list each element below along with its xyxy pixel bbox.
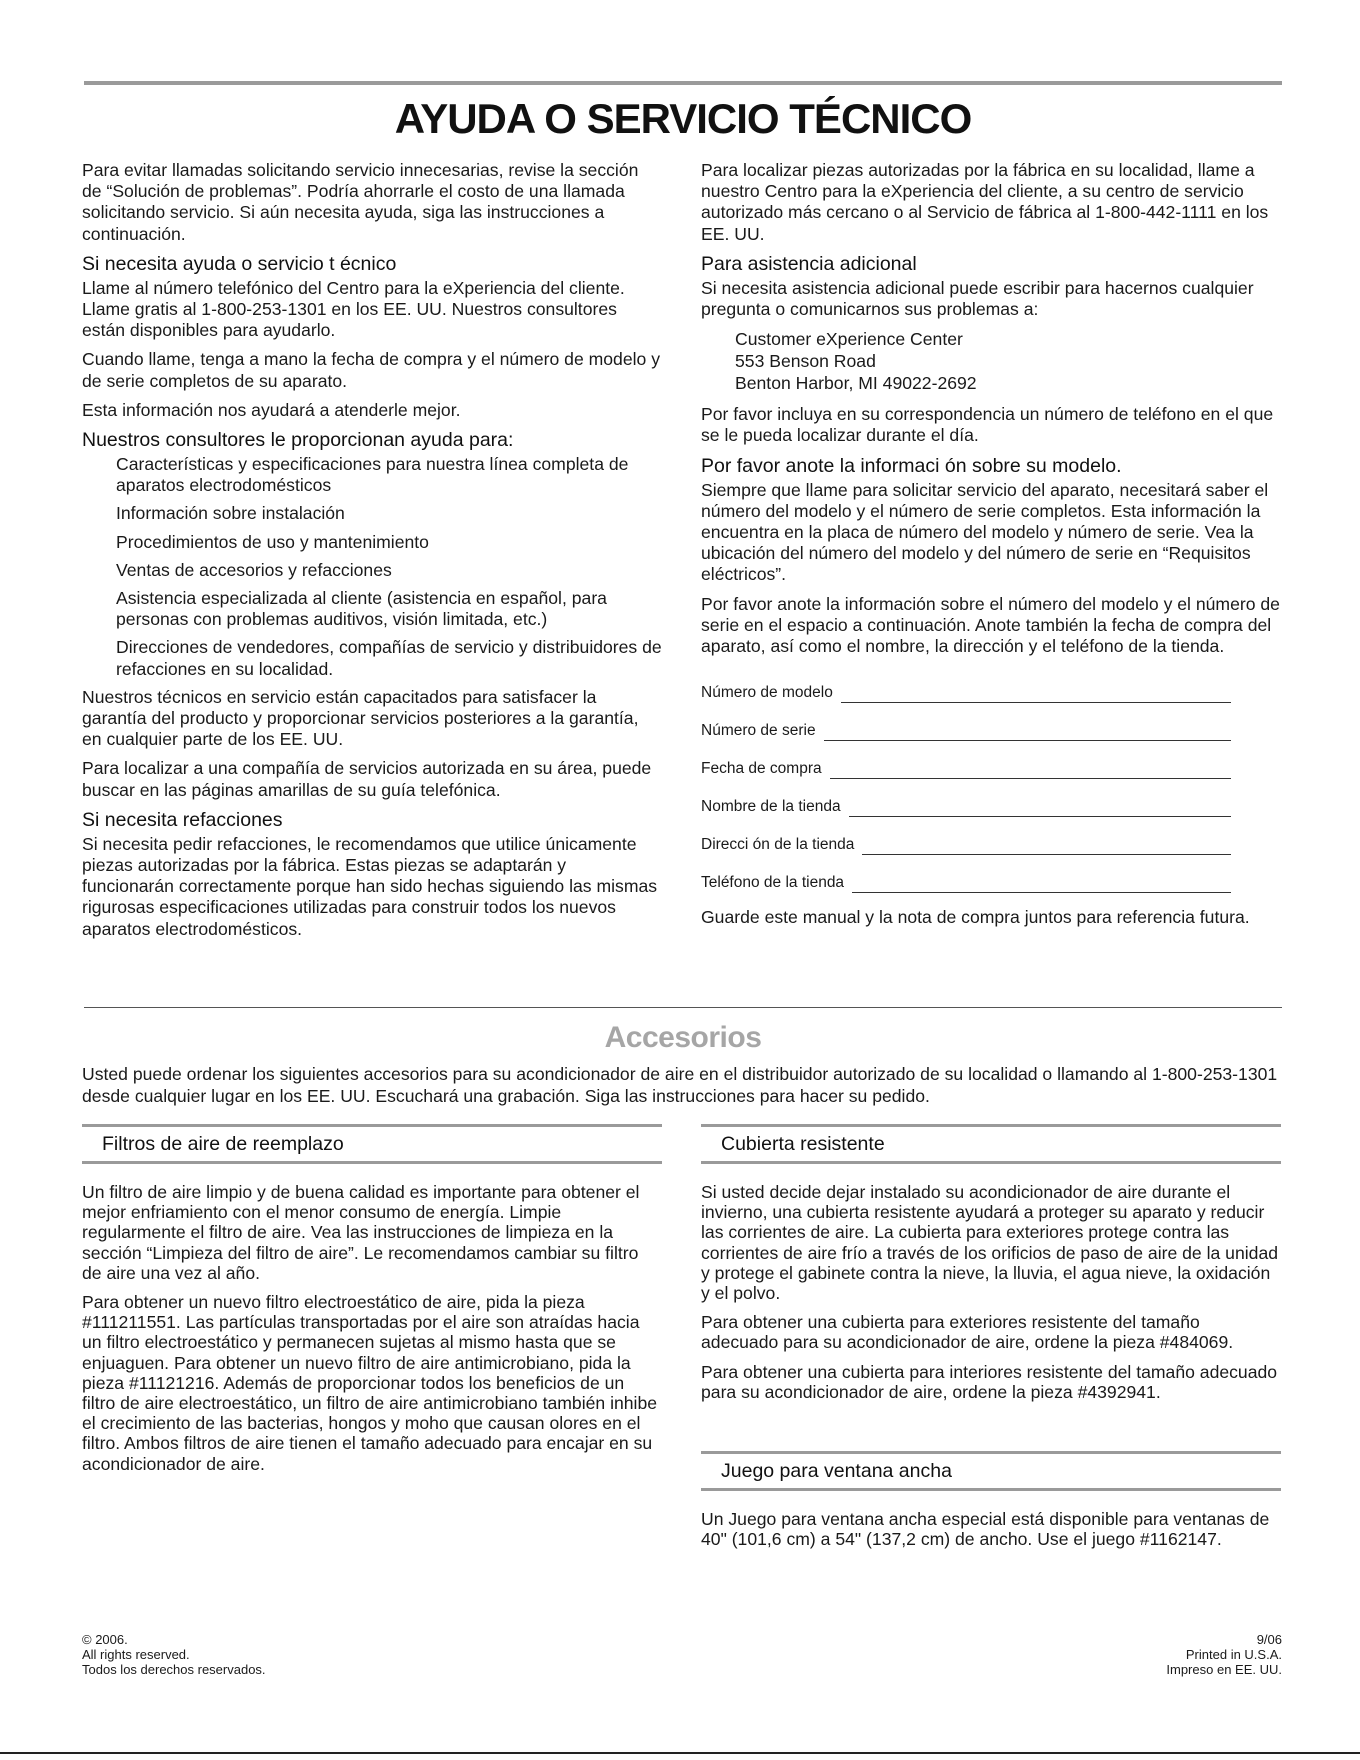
- date-code: 9/06: [1256, 1632, 1282, 1647]
- phone-paragraph: Por favor incluya en su correspondencia un número de teléfono en el que se le pueda localizar durante el día.: [701, 404, 1274, 446]
- technicians-paragraph: Nuestros técnicos en servicio están capacitados para satisfacer la garantía del producto y proporcionar servicios posteriores a la garantía, en cualquier parte de los EE. UU.: [82, 686, 639, 750]
- form-row-store-phone: [701, 855, 1231, 893]
- intro-paragraph: Para evitar llamadas solicitando servicio innecesarias, revise la sección de “Solución de problemas”. Podría ahorrarle el costo de una llamada solicitando servicio. Si aún necesita ayuda, siga las instrucciones a continuación.: [82, 160, 639, 244]
- form-row-store-name: [701, 779, 1231, 817]
- help-paragraph-3: Esta información nos ayudará a atenderle mejor.: [82, 399, 461, 420]
- help-paragraph-2: Cuando llame, tenga a mano la fecha de compra y el número de modelo y de serie completos de su aparato.: [82, 349, 660, 391]
- accessories-rule: [84, 1007, 1282, 1008]
- form-label: Número de serie: [701, 722, 816, 740]
- rights-line-es: Todos los derechos reservados.: [82, 1662, 266, 1677]
- store-phone-field[interactable]: [852, 878, 1231, 893]
- window-kit-heading-box: [701, 1451, 1281, 1491]
- list-item: Procedimientos de uso y mantenimiento: [116, 531, 429, 552]
- cover-paragraph-1: Si usted decide dejar instalado su acondicionador de aire durante el invierno, una cubierta resistente ayudará a proteger su aparato y reducir las corrientes de aire. La cubierta para exteriores protege contra las corrientes de aire frío a través de los orificios de paso de aire de la unidad y protege el gabinete contra la nieve, la lluvia, el agua nieve, la oxidación y el polvo.: [701, 1182, 1279, 1304]
- address-line: Benton Harbor, MI 49022-2692: [735, 373, 977, 394]
- assistance-heading: Para asistencia adicional: [701, 252, 917, 275]
- form-label: Teléfono de la tienda: [701, 874, 845, 892]
- window-kit-paragraph: Un Juego para ventana ancha especial está disponible para ventanas de 40" (101,6 cm) a 54" (137,2 cm) de ancho. Use el juego #1162147.: [701, 1509, 1270, 1550]
- mailing-address: [701, 328, 1281, 394]
- list-item: Direcciones de vendedores, compañías de servicio y distribuidores de refacciones en su localidad.: [116, 637, 662, 679]
- form-row-model-number: [701, 665, 1231, 703]
- form-label: Fecha de compra: [701, 760, 822, 778]
- address-line: Customer eXperience Center: [735, 329, 963, 350]
- model-note-paragraph-1: Siempre que llame para solicitar servicio del aparato, necesitará saber el número del modelo y el número de serie completos. Esta información la encuentra en la placa de número del modelo y número de serie. Vea la ubicación del número del modelo y del número de serie en “Requisitos eléctricos”.: [701, 479, 1269, 585]
- list-item: Características y especificaciones para nuestra línea completa de aparatos electrodomésticos: [116, 454, 629, 496]
- page-title: AYUDA O SERVICIO TÉCNICO: [394, 95, 972, 142]
- cover-heading-box: [701, 1124, 1281, 1164]
- left-column: [82, 160, 662, 948]
- accessories-intro: Usted puede ordenar los siguientes accesorios para su acondicionador de aire en el distribuidor autorizado de su localidad o llamando al 1-800-253-1301 desde cualquier lugar en los EE. UU. Escuchará una grabación. Siga las instrucciones para hacer su pedido.: [82, 1064, 1278, 1106]
- right-column: [701, 160, 1281, 936]
- locate-parts-paragraph: Para localizar piezas autorizadas por la fábrica en su localidad, llame a nuestro Centro para la eXperiencia del cliente, a su centro de servicio autorizado más cercano o al Servicio de fábrica al 1-800-442-1111 en los EE. UU.: [701, 160, 1269, 244]
- keep-manual-paragraph: Guarde este manual y la nota de compra juntos para referencia futura.: [701, 907, 1250, 928]
- form-row-purchase-date: [701, 741, 1231, 779]
- filters-heading: Filtros de aire de reemplazo: [102, 1132, 344, 1155]
- parts-paragraph: Si necesita pedir refacciones, le recomendamos que utilice únicamente piezas autorizadas por la fábrica. Estas piezas se adaptarán y funcionarán correctamente porque han sido hechas siguiendo las mismas rigurosas especificaciones utilizadas para construir todos los nuevos aparatos electrodomésticos.: [82, 833, 658, 939]
- top-rule: [84, 81, 1282, 85]
- model-note-heading: Por favor anote la informaci ón sobre su modelo.: [701, 454, 1122, 477]
- cover-text: [701, 1182, 1281, 1411]
- window-kit-heading: Juego para ventana ancha: [721, 1459, 952, 1482]
- accessories-title: Accesorios: [604, 1021, 762, 1054]
- filters-heading-box: [82, 1124, 662, 1164]
- printed-in: Printed in U.S.A.: [1185, 1647, 1282, 1662]
- footer-right: [1166, 1632, 1282, 1677]
- filters-paragraph-2: Para obtener un nuevo filtro electroestático de aire, pida la pieza #111211551. Las partículas transportadas por el aire son atraídas hacia un filtro electroestático y permanecen sujetas al mismo hasta que se enjuaguen. Para obtener un nuevo filtro de aire antimicrobiano, pida la pieza #11121216. Además de proporcionar todos los beneficios de un filtro de aire electroestático, un filtro de aire antimicrobiano también inhibe el crecimiento de las bacterias, hongos y moho que causan olores en el filtro. Ambos filtros de aire tienen el tamaño adecuado para encajar en su acondicionador de aire.: [82, 1292, 658, 1474]
- filters-text: [82, 1182, 662, 1483]
- list-item: Asistencia especializada al cliente (asistencia en español, para personas con problemas auditivos, visión limitada, etc.): [116, 588, 607, 630]
- bottom-rule: [0, 1752, 1360, 1754]
- rights-line: All rights reserved.: [82, 1647, 190, 1662]
- assistance-paragraph: Si necesita asistencia adicional puede escribir para hacernos cualquier pregunta o comunicarnos sus problemas a:: [701, 277, 1254, 320]
- serial-number-field[interactable]: [824, 726, 1231, 741]
- store-name-field[interactable]: [849, 802, 1231, 817]
- printed-in-es: Impreso en EE. UU.: [1166, 1662, 1282, 1677]
- consultants-heading: Nuestros consultores le proporcionan ayuda para:: [82, 429, 514, 452]
- list-item: Ventas de accesorios y refacciones: [116, 559, 392, 580]
- address-line: 553 Benson Road: [735, 351, 876, 372]
- form-label: Nombre de la tienda: [701, 798, 841, 816]
- consultants-list: [82, 454, 662, 680]
- cover-paragraph-3: Para obtener una cubierta para interiores resistente del tamaño adecuado para su acondicionador de aire, ordene la pieza #4392941.: [701, 1361, 1278, 1402]
- locate-service-paragraph: Para localizar a una compañía de servicios autorizada en su área, puede buscar en las páginas amarillas de su guía telefónica.: [82, 758, 652, 800]
- parts-heading: Si necesita refacciones: [82, 808, 283, 831]
- form-row-store-address: [701, 817, 1231, 855]
- purchase-date-field[interactable]: [830, 764, 1231, 779]
- footer-left: [82, 1632, 266, 1677]
- form-label: Direcci ón de la tienda: [701, 836, 855, 854]
- model-note-paragraph-2: Por favor anote la información sobre el número del modelo y el número de serie en el espacio a continuación. Anote también la fecha de compra del aparato, así como el nombre, la dirección y el teléfono de la tienda.: [701, 593, 1280, 657]
- cover-heading: Cubierta resistente: [721, 1132, 885, 1155]
- help-paragraph-1: Llame al número telefónico del Centro para la eXperiencia del cliente. Llame gratis al 1-800-253-1301 en los EE. UU. Nuestros consultores están disponibles para ayudarlo.: [82, 277, 625, 341]
- list-item: Información sobre instalación: [116, 503, 345, 524]
- window-kit-text: [701, 1509, 1281, 1558]
- copyright-line: © 2006.: [82, 1632, 128, 1647]
- record-form: [701, 665, 1231, 893]
- cover-paragraph-2: Para obtener una cubierta para exteriores resistente del tamaño adecuado para su acondicionador de aire, ordene la pieza #484069.: [701, 1312, 1234, 1353]
- form-label: Número de modelo: [701, 684, 833, 702]
- help-heading: Si necesita ayuda o servicio t écnico: [82, 252, 397, 275]
- filters-paragraph-1: Un filtro de aire limpio y de buena calidad es importante para obtener el mejor enfriamiento con el menor consumo de energía. Limpie regularmente el filtro de aire. Vea las instrucciones de limpieza en la sección “Limpieza del filtro de aire”. Le recomendamos cambiar su filtro de aire una vez al año.: [82, 1182, 640, 1283]
- store-address-field[interactable]: [862, 840, 1231, 855]
- form-row-serial-number: [701, 703, 1231, 741]
- model-number-field[interactable]: [841, 688, 1231, 703]
